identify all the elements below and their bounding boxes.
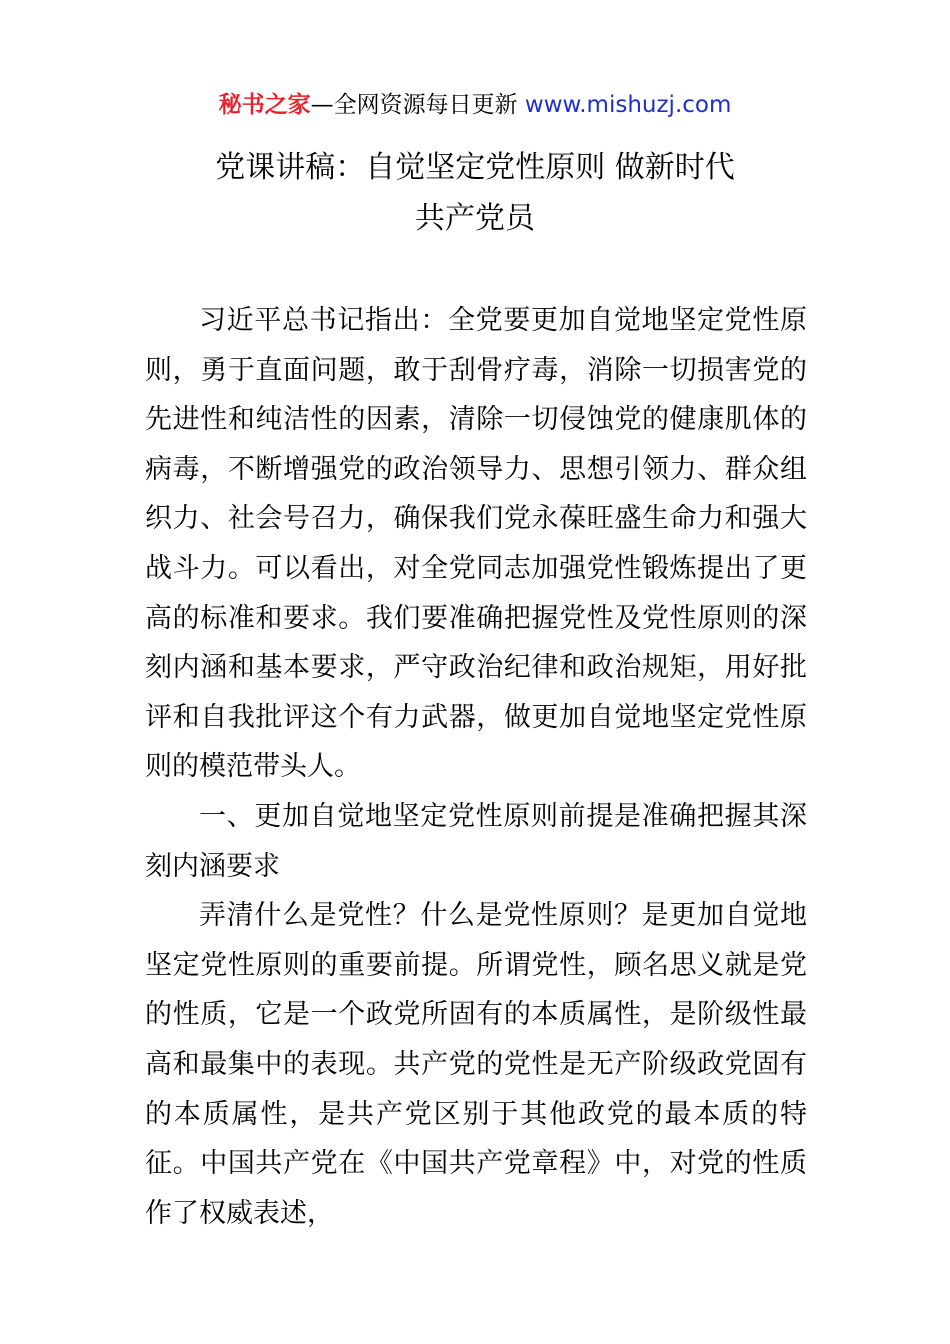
section-heading-1: 一、更加自觉地坚定党性原则前提是准确把握其深刻内涵要求	[145, 800, 807, 882]
site-header	[0, 88, 950, 122]
paragraph-intro: 习近平总书记指出：全党要更加自觉地坚定党性原则，勇于直面问题，敢于刮骨疗毒，消除一切损害党的先进性和纯洁性的因素，清除一切侵蚀党的健康肌体的病毒，不断增强党的政治领导力、思想引领力、群众组织力、社会号召力，确保我们党永葆旺盛生命力和强大战斗力。可以看出，对全党同志加强党性锻炼提出了更高的标准和要求。我们要准确把握党性及党性原则的深刻内涵和基本要求，严守政治纪律和政治规矩，用好批评和自我批评这个有力武器，做更加自觉地坚定党性原则的模范带头人。	[145, 305, 807, 783]
brand-name: 秘书之家	[218, 92, 311, 118]
document-body	[145, 296, 807, 1238]
paragraph-party-nature: 弄清什么是党性？什么是党性原则？是更加自觉地坚定党性原则的重要前提。所谓党性，顾名思义就是党的性质，它是一个政党所固有的本质属性，是阶级性最高和最集中的表现。共产党的党性是无产阶级政党固有的本质属性，是共产党区别于其他政党的最本质的特征。中国共产党在《中国共产党章程》中，对党的性质作了权威表述，	[145, 900, 807, 1229]
site-url-link[interactable]: www.mishuzj.com	[524, 92, 732, 118]
document-title-line-1: 党课讲稿：自觉坚定党性原则 做新时代	[215, 150, 735, 185]
document-title-line-2: 共产党员	[415, 201, 535, 236]
site-slogan: —全网资源每日更新	[310, 92, 525, 118]
